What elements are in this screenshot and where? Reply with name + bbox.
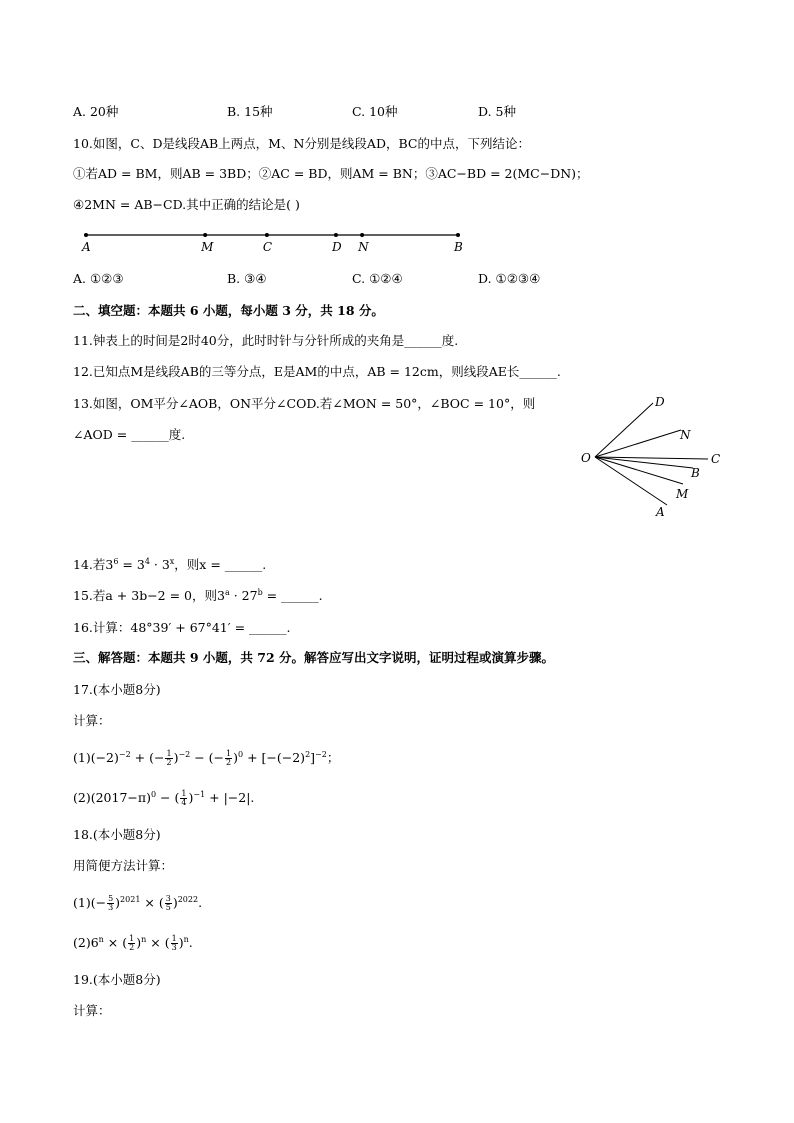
fraction [128, 935, 135, 952]
fraction [171, 935, 178, 952]
point-b [456, 233, 460, 237]
expr: . [188, 935, 193, 950]
expr: + |−2|. [205, 790, 255, 805]
exp: 0 [150, 789, 157, 799]
q19-heading: 19.(本小题8分) [73, 972, 161, 987]
point-a [84, 233, 88, 237]
fraction [165, 895, 172, 912]
q17-instruction: 计算： [73, 713, 111, 728]
q15-part: · 27 [229, 588, 258, 603]
ray-on [595, 430, 681, 457]
exp: n [98, 934, 104, 944]
q13-angle-figure [575, 390, 730, 520]
numerator: 1 [226, 749, 232, 758]
denominator: 3 [171, 943, 177, 952]
q16-text: 16.计算：48°39′ + 67°41′ = ______. [73, 620, 291, 635]
q18-heading: 18.(本小题8分) [73, 827, 161, 842]
q17-part1 [73, 750, 339, 767]
expr: (1)(− [73, 895, 107, 910]
q14-part: ，则x = ______. [174, 557, 267, 572]
point-c [265, 233, 269, 237]
q15-exp: a [224, 587, 230, 597]
q14-part: · 3 [149, 557, 170, 572]
ray-om [595, 457, 683, 484]
exp: 2021 [120, 894, 141, 904]
expr: ) [115, 895, 121, 910]
expr: ) [178, 935, 184, 950]
q9-option-b: B. 15种 [227, 104, 273, 119]
q15-exp: b [257, 587, 263, 597]
q15-part: 15.若a + 3b−2 = 0，则3 [73, 588, 225, 603]
expr: × ( [146, 935, 170, 950]
expr: ) [188, 790, 194, 805]
q14-exp: x [169, 556, 175, 566]
q10-stem: 10.如图，C、D是线段AB上两点，M、N分别是线段AD，BC的中点，下列结论： [73, 136, 530, 151]
q10-line3: ④2MN = AB−CD.其中正确的结论是( ) [73, 197, 300, 212]
denominator: 5 [165, 903, 171, 912]
expr: − (− [190, 750, 225, 765]
section-3-heading: 三、解答题：本题共 9 小题，共 72 分。解答应写出文字说明，证明过程或演算步骤。 [73, 650, 555, 665]
q17-heading: 17.(本小题8分) [73, 682, 161, 697]
q14-exp: 4 [144, 556, 150, 566]
exp: −1 [193, 789, 206, 799]
exp: 2 [305, 749, 311, 759]
exp: −2 [178, 749, 191, 759]
q18-part2 [73, 935, 193, 952]
label-d: D [331, 240, 342, 254]
exp: 2022 [177, 894, 199, 904]
q15-text [73, 588, 323, 604]
exp: 0 [238, 749, 244, 759]
expr: ) [173, 750, 179, 765]
denominator: 2 [166, 758, 172, 767]
numerator: 5 [108, 894, 114, 903]
fraction [180, 790, 187, 807]
q10-line2: ①若AD = BM，则AB = 3BD；②AC = BD，则AM = BN；③AC−BD = 2(MC−DN)； [73, 166, 589, 181]
label-b: B [691, 466, 700, 480]
ray-od [595, 403, 653, 457]
denominator: 4 [181, 798, 187, 807]
denominator: 2 [226, 758, 232, 767]
q12-text: 12.已知点M是线段AB的三等分点，E是AM的中点，AB = 12cm，则线段AE长______. [73, 364, 561, 379]
expr: ) [233, 750, 239, 765]
label-a: A [656, 505, 665, 519]
q14-exp: 6 [113, 556, 119, 566]
expr: (2)6 [73, 935, 99, 950]
q19-instruction: 计算： [73, 1003, 111, 1018]
q13-line1: 13.如图，OM平分∠AOB，ON平分∠COD.若∠MON = 50°，∠BOC = 10°，则 [73, 396, 536, 411]
point-m [203, 233, 207, 237]
q18-instruction: 用简便方法计算： [73, 858, 174, 873]
fraction [107, 895, 114, 912]
label-c: C [711, 452, 721, 466]
expr: × ( [103, 935, 128, 950]
label-m: M [676, 487, 689, 501]
expr: ) [136, 935, 142, 950]
q14-text [73, 557, 266, 573]
label-o: O [581, 451, 591, 465]
expr: + (− [130, 750, 165, 765]
q17-part2 [73, 790, 254, 807]
label-m: M [201, 240, 214, 254]
exp: −2 [118, 749, 131, 759]
label-c: C [262, 240, 273, 254]
numerator: 1 [129, 934, 135, 943]
label-d: D [655, 395, 665, 409]
fraction [225, 750, 232, 767]
expr: ] [310, 750, 316, 765]
q15-part: = ______. [262, 588, 323, 603]
expr: ) [172, 895, 178, 910]
label-n: N [680, 428, 691, 442]
point-n [360, 233, 364, 237]
exp: −2 [315, 749, 327, 759]
numerator: 1 [171, 934, 177, 943]
q13-line2: ∠AOD = ______度. [73, 427, 186, 442]
denominator: 2 [129, 943, 135, 952]
expr: × ( [140, 895, 164, 910]
q9-option-d: D. 5种 [478, 104, 516, 119]
q10-segment-figure [70, 225, 480, 259]
label-a: A [82, 240, 91, 254]
denominator: 3 [108, 903, 114, 912]
expr: (1)(−2) [73, 750, 119, 765]
q10-option-b: B. ③④ [227, 271, 267, 286]
q14-part: 14.若3 [73, 557, 114, 572]
expr: − ( [156, 790, 180, 805]
q18-part1 [73, 895, 202, 912]
q10-option-c: C. ①②④ [352, 271, 403, 286]
q11-text: 11.钟表上的时间是2时40分，此时时针与分针所成的夹角是______度. [73, 333, 459, 348]
q14-part: = 3 [118, 557, 145, 572]
point-d [334, 233, 338, 237]
numerator: 1 [181, 789, 187, 798]
numerator: 3 [165, 894, 171, 903]
section-2-heading: 二、填空题：本题共 6 小题，每小题 3 分，共 18 分。 [73, 303, 384, 318]
label-b: B [454, 240, 463, 254]
expr: (2)(2017−π) [73, 790, 151, 805]
q10-option-d: D. ①②③④ [478, 271, 541, 286]
expr: ； [326, 750, 340, 765]
expr: + [−(−2) [243, 750, 306, 765]
q10-option-a: A. ①②③ [73, 271, 124, 286]
q9-option-c: C. 10种 [352, 104, 398, 119]
label-n: N [358, 240, 369, 254]
numerator: 1 [166, 749, 172, 758]
fraction [165, 750, 172, 767]
exp: n [141, 934, 147, 944]
exp: n [183, 934, 189, 944]
q9-option-a: A. 20种 [73, 104, 119, 119]
expr: . [198, 895, 203, 910]
